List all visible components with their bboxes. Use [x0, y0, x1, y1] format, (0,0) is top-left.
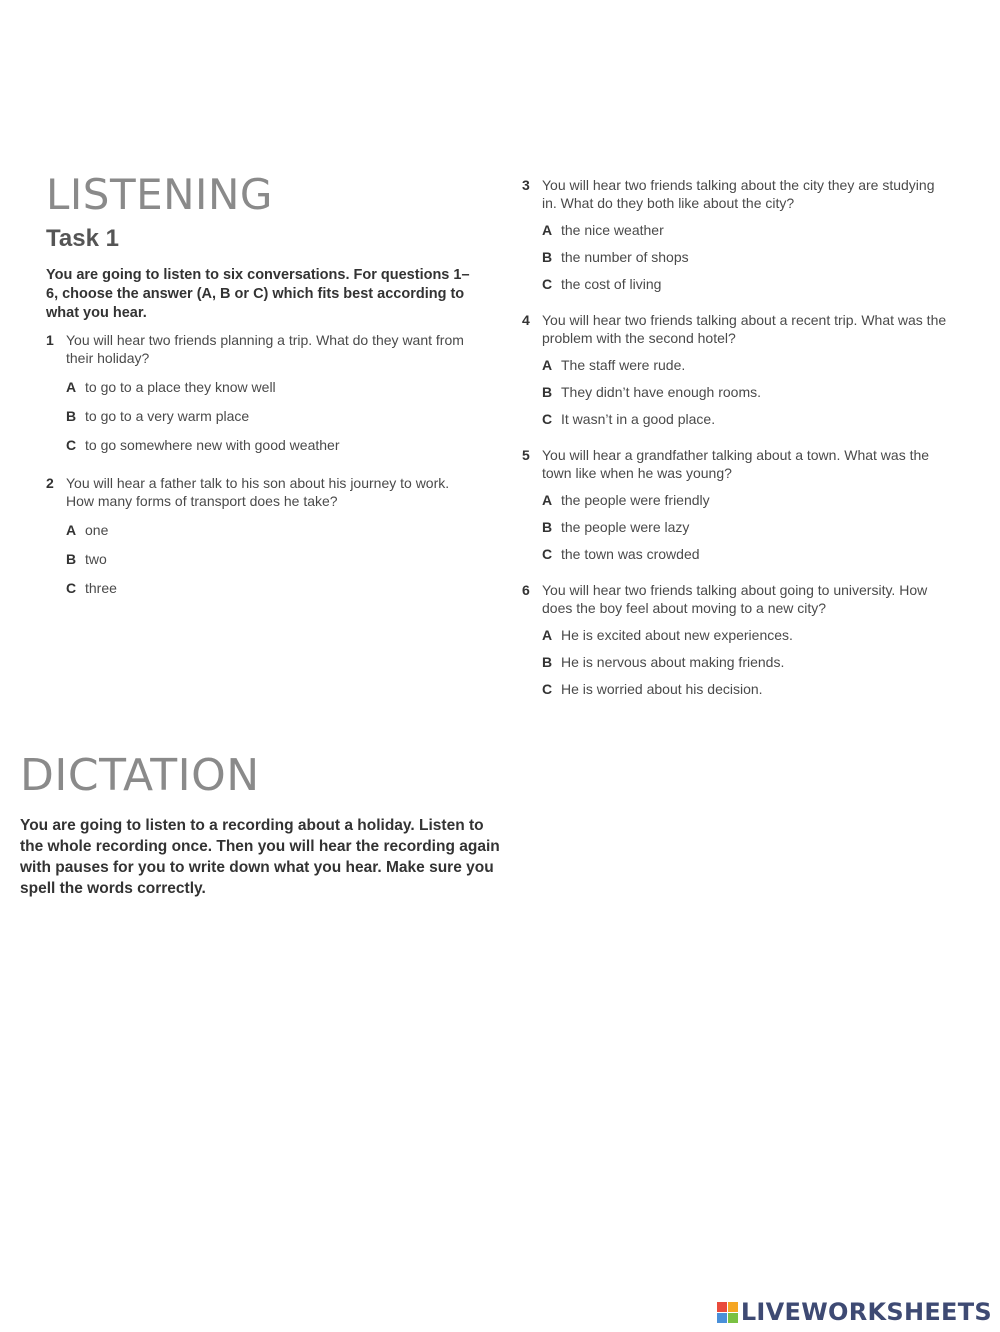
option-letter: A — [66, 522, 77, 538]
question-number: 5 — [522, 447, 530, 463]
option-letter: A — [542, 357, 553, 373]
question-1 — [46, 331, 466, 466]
listening-heading: LISTENING — [46, 170, 273, 219]
option-text: the cost of living — [561, 276, 662, 292]
logo-square-green — [728, 1313, 738, 1323]
option-a — [66, 522, 466, 551]
question-text: You will hear a grandfather talking about a town. What was the town like when he was young? — [542, 447, 930, 481]
question-number: 3 — [522, 177, 530, 193]
option-text: to go to a place they know well — [85, 379, 276, 395]
question-number: 2 — [46, 475, 54, 491]
brand-name: LIVEWORKSHEETS — [740, 1298, 992, 1326]
question-3 — [522, 176, 952, 303]
option-b — [542, 654, 952, 681]
question-4 — [522, 311, 952, 438]
option-letter: C — [66, 437, 77, 453]
question-number: 4 — [522, 312, 530, 328]
option-text: to go to a very warm place — [85, 408, 250, 424]
question-text: You will hear two friends talking about going to university. How does the boy feel about moving to a new city? — [542, 582, 928, 616]
option-text: two — [85, 551, 107, 567]
option-text: the nice weather — [561, 222, 664, 238]
question-number: 6 — [522, 582, 530, 598]
option-letter: C — [542, 681, 553, 697]
option-letter: A — [66, 379, 77, 395]
option-letter: A — [542, 492, 553, 508]
question-number: 1 — [46, 332, 54, 348]
option-text: the people were lazy — [561, 519, 690, 535]
liveworksheets-branding[interactable] — [717, 1298, 992, 1326]
option-letter: B — [542, 654, 553, 670]
option-letter: B — [542, 384, 553, 400]
question-text: You will hear two friends talking about a recent trip. What was the problem with the second hotel? — [542, 312, 947, 346]
logo-square-orange — [728, 1302, 738, 1312]
option-c — [66, 437, 466, 466]
option-b — [66, 551, 466, 580]
logo-square-red — [717, 1302, 727, 1312]
option-a — [542, 357, 952, 384]
option-a — [542, 222, 952, 249]
option-letter: C — [542, 411, 553, 427]
option-letter: B — [66, 551, 77, 567]
option-c — [66, 580, 466, 609]
option-c — [542, 546, 952, 573]
option-letter: B — [542, 249, 553, 265]
option-b — [542, 384, 952, 411]
option-b — [542, 519, 952, 546]
option-text: the number of shops — [561, 249, 689, 265]
option-letter: B — [542, 519, 553, 535]
dictation-instructions: You are going to listen to a recording about a holiday. Listen to the whole recording once. Then you will hear the recording again with pauses for you to write down what you hear. Make sure you spell the words correctly. — [20, 817, 500, 897]
question-2 — [46, 474, 466, 609]
question-text: You will hear two friends planning a trip. What do they want from their holiday? — [66, 332, 464, 366]
option-a — [66, 379, 466, 408]
question-text: You will hear two friends talking about the city they are studying in. What do they both like about the city? — [542, 177, 935, 211]
option-letter: A — [542, 222, 553, 238]
logo-square-blue — [717, 1313, 727, 1323]
option-text: He is worried about his decision. — [561, 681, 763, 697]
option-a — [542, 492, 952, 519]
question-text: You will hear a father talk to his son about his journey to work. How many forms of transport does he take? — [66, 475, 450, 509]
option-text: to go somewhere new with good weather — [85, 437, 340, 453]
option-text: The staff were rude. — [561, 357, 686, 373]
option-text: He is nervous about making friends. — [561, 654, 785, 670]
option-text: one — [85, 522, 109, 538]
option-letter: C — [542, 546, 553, 562]
option-text: He is excited about new experiences. — [561, 627, 793, 643]
question-6 — [522, 581, 952, 708]
question-5 — [522, 446, 952, 573]
option-text: It wasn’t in a good place. — [561, 411, 716, 427]
option-b — [66, 408, 466, 437]
option-letter: B — [66, 408, 77, 424]
option-letter: C — [66, 580, 77, 596]
option-letter: A — [542, 627, 553, 643]
liveworksheets-logo-icon — [717, 1302, 738, 1323]
dictation-heading: DICTATION — [20, 750, 260, 801]
option-c — [542, 276, 952, 303]
option-text: three — [85, 580, 117, 596]
option-text: the town was crowded — [561, 546, 700, 562]
option-a — [542, 627, 952, 654]
option-c — [542, 681, 952, 708]
listening-instructions: You are going to listen to six conversations. For questions 1–6, choose the answer (A, B or C) which fits best according to what you hear. — [46, 267, 470, 321]
option-c — [542, 411, 952, 438]
option-b — [542, 249, 952, 276]
task-label: Task 1 — [46, 225, 119, 252]
option-text: They didn’t have enough rooms. — [561, 384, 762, 400]
option-letter: C — [542, 276, 553, 292]
option-text: the people were friendly — [561, 492, 710, 508]
